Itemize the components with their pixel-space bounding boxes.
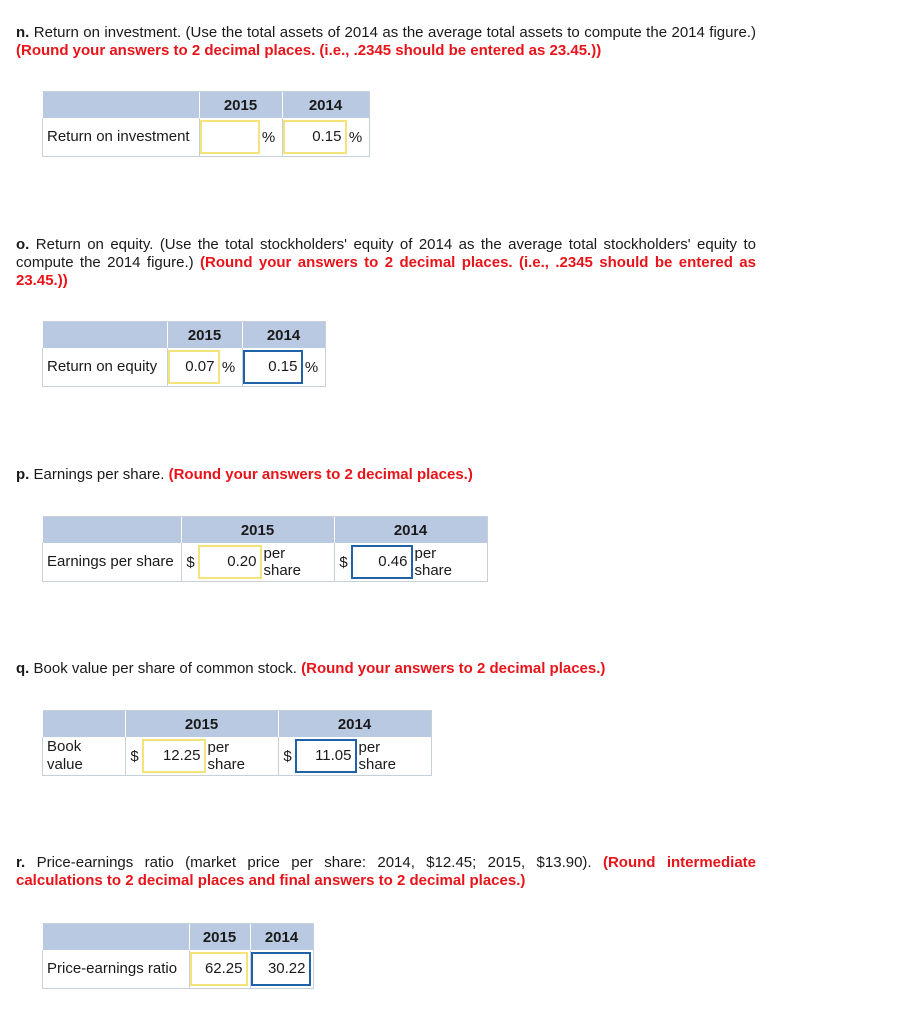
header-2015: 2015: [189, 924, 250, 951]
roe-2014-input[interactable]: 0.15: [243, 350, 303, 384]
header-2015: 2015: [125, 711, 278, 738]
dollar-sign: $: [186, 553, 195, 571]
unit-label: per share: [263, 545, 302, 579]
question-letter: q.: [16, 660, 30, 677]
header-2014: 2014: [278, 711, 431, 738]
cell-2015: [199, 118, 282, 157]
header-blank: [43, 322, 168, 349]
question-text: Price-earnings ratio (market price per share: 2014, $12.45; 2015, $13.90).: [36, 854, 592, 871]
question-text: Return on investment. (Use the total assets of 2014 as the average total assets to compute the 2014 figure.): [33, 24, 756, 41]
cell-2015: [125, 737, 278, 776]
pe-ratio-2014-input[interactable]: 30.22: [251, 952, 311, 986]
pe-ratio-2015-input[interactable]: 62.25: [190, 952, 248, 986]
header-2015: 2015: [167, 322, 242, 349]
roe-table: [42, 321, 326, 387]
rounding-instruction: (Round your answers to 2 decimal places. (i.e., .2345 should be entered as 23.45.)): [16, 254, 756, 289]
dollar-sign: $: [283, 747, 292, 765]
question-text: Earnings per share.: [33, 466, 165, 483]
cell-2014: [250, 950, 313, 989]
row-label: Earnings per share: [43, 543, 182, 582]
header-blank: [43, 92, 200, 119]
eps-2014-input[interactable]: 0.46: [351, 545, 413, 579]
book-value-2014-input[interactable]: 11.05: [295, 739, 357, 773]
percent-sign: %: [348, 128, 363, 146]
dollar-sign: $: [130, 747, 139, 765]
row-label: Return on investment: [43, 118, 200, 157]
header-2014: 2014: [334, 517, 487, 544]
book-value-table: [42, 710, 432, 776]
roi-2015-input[interactable]: [200, 120, 260, 154]
unit-label: per share: [207, 739, 246, 773]
header-2014: 2014: [282, 92, 369, 119]
rounding-instruction: (Round your answers to 2 decimal places.): [168, 466, 473, 483]
question-letter: o.: [16, 236, 30, 253]
header-blank: [43, 517, 182, 544]
question-o: [16, 236, 756, 290]
cell-2015: [189, 950, 250, 989]
question-r: [16, 854, 756, 890]
dollar-sign: $: [339, 553, 348, 571]
roi-table: [42, 91, 370, 157]
eps-table: [42, 516, 488, 582]
question-letter: p.: [16, 466, 30, 483]
percent-sign: %: [304, 358, 319, 376]
eps-2015-input[interactable]: 0.20: [198, 545, 262, 579]
question-p: [16, 466, 756, 484]
row-label: Return on equity: [43, 348, 168, 387]
question-text: Return on equity. (Use the total stockholders' equity of 2014 as the average total stockholders' equity to compute the 2014 figure.): [16, 236, 756, 271]
percent-sign: %: [261, 128, 276, 146]
header-blank: [43, 924, 190, 951]
header-blank: [43, 711, 126, 738]
question-letter: r.: [16, 854, 26, 871]
unit-label: per share: [358, 739, 397, 773]
cell-2015: [181, 543, 334, 582]
header-2014: 2014: [250, 924, 313, 951]
pe-ratio-table: [42, 923, 314, 989]
cell-2014: [282, 118, 369, 157]
cell-2014: [242, 348, 325, 387]
question-letter: n.: [16, 24, 30, 41]
row-label: Book value: [43, 737, 126, 776]
rounding-instruction: (Round intermediate calculations to 2 decimal places and final answers to 2 decimal places.): [16, 854, 757, 889]
percent-sign: %: [221, 358, 236, 376]
question-text: Book value per share of common stock.: [33, 660, 297, 677]
roe-2015-input[interactable]: 0.07: [168, 350, 220, 384]
cell-2015: [167, 348, 242, 387]
rounding-instruction: (Round your answers to 2 decimal places. (i.e., .2345 should be entered as 23.45.)): [16, 42, 602, 59]
header-2015: 2015: [199, 92, 282, 119]
cell-2014: [334, 543, 487, 582]
rounding-instruction: (Round your answers to 2 decimal places.): [301, 660, 606, 677]
question-n: [16, 24, 756, 60]
cell-2014: [278, 737, 431, 776]
roi-2014-input[interactable]: 0.15: [283, 120, 347, 154]
question-q: [16, 660, 756, 678]
unit-label: per share: [414, 545, 453, 579]
header-2014: 2014: [242, 322, 325, 349]
book-value-2015-input[interactable]: 12.25: [142, 739, 206, 773]
header-2015: 2015: [181, 517, 334, 544]
row-label: Price-earnings ratio: [43, 950, 190, 989]
